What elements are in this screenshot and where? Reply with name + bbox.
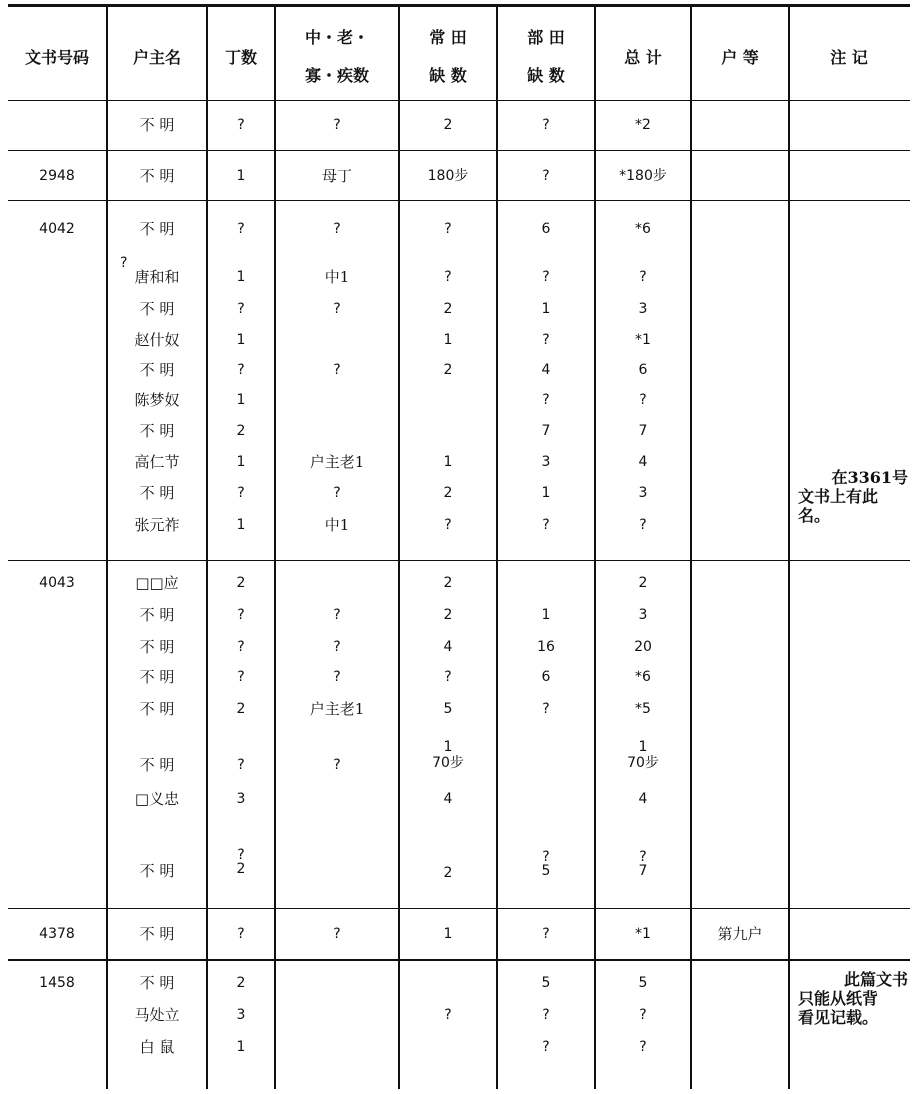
bu-tian-deficit: ? — [542, 926, 550, 942]
header-hudeng: 户 等 — [721, 48, 759, 67]
household-name: 陈梦奴 — [134, 391, 180, 409]
zhonglao-count: ? — [333, 362, 341, 378]
annotation-line: 此篇文书 — [843, 970, 908, 989]
ding-count: 1 — [236, 269, 246, 285]
header-bu-line2: 缺 数 — [527, 66, 565, 85]
total: ? — [639, 269, 647, 285]
chang-tian-deficit: 2 — [443, 607, 453, 623]
chang-tian-deficit: 2 — [443, 575, 453, 591]
annotation-line: 在3361号 — [831, 468, 908, 487]
bu-tian-deficit: 6 — [541, 669, 551, 685]
total: 2 — [638, 575, 648, 591]
bu-tian-deficit: 7 — [541, 423, 551, 439]
ding-count: 1 — [236, 168, 246, 184]
header-name: 户主名 — [132, 48, 181, 67]
total: 7 — [638, 423, 648, 439]
total: 6 — [638, 362, 648, 378]
household-name: 不 明 — [139, 668, 175, 686]
chang-tian-deficit: 2 — [443, 485, 453, 501]
total: *1 — [635, 926, 651, 942]
total: 4 — [638, 791, 648, 807]
annotation-line: 只能从纸背 — [798, 989, 879, 1008]
chang-tian-deficit: 1 — [443, 926, 453, 942]
total: *5 — [635, 701, 651, 717]
section-rule — [8, 200, 910, 201]
section-rule — [8, 150, 910, 151]
zhonglao-count: ? — [333, 757, 341, 773]
doc-number: 4042 — [39, 221, 75, 237]
header-zhonglao-line1: 中・老・ — [304, 28, 369, 47]
bu-tian-deficit: ? — [542, 332, 550, 348]
zhonglao-count: 户主老1 — [309, 700, 365, 718]
ding-count: ? — [237, 221, 245, 237]
ding-count: 1 — [236, 517, 246, 533]
ding-count: 1 — [236, 1039, 246, 1055]
household-name: 不 明 — [139, 361, 175, 379]
total: ? — [639, 1007, 647, 1023]
bu-tian-deficit: 3 — [541, 454, 551, 470]
header-chang-line1: 常 田 — [429, 28, 467, 47]
bu-tian-deficit: ? — [542, 517, 550, 533]
total: *2 — [635, 117, 651, 133]
doc-number: 4043 — [39, 575, 75, 591]
ding-count: ? — [237, 485, 245, 501]
total: 3 — [638, 485, 648, 501]
household-name: 不 明 — [139, 167, 175, 185]
total: *180步 — [619, 168, 667, 184]
bu-tian-deficit: 5 — [541, 975, 551, 991]
chang-tian-deficit: 70步 — [432, 755, 464, 771]
chang-tian-deficit: 2 — [443, 362, 453, 378]
bu-tian-deficit: ? — [542, 1007, 550, 1023]
chang-tian-deficit: ? — [444, 669, 452, 685]
household-name: 不 明 — [139, 606, 175, 624]
chang-tian-deficit-upper: 1 — [443, 739, 453, 755]
header-bu-line1: 部 田 — [527, 28, 565, 47]
bu-tian-deficit: 1 — [541, 607, 551, 623]
total: 4 — [638, 454, 648, 470]
chang-tian-deficit: 2 — [443, 865, 453, 881]
household-name: 不 明 — [139, 756, 175, 774]
zhonglao-count: ? — [333, 301, 341, 317]
chang-tian-deficit: 4 — [443, 791, 453, 807]
total: 70步 — [627, 755, 659, 771]
ding-count: 1 — [236, 332, 246, 348]
bu-tian-deficit: 1 — [541, 301, 551, 317]
annotation-note — [798, 970, 908, 1027]
zhonglao-count: ? — [333, 485, 341, 501]
bu-tian-deficit: 6 — [541, 221, 551, 237]
household-name: 不 明 — [139, 300, 175, 318]
bu-tian-deficit: 5 — [541, 863, 551, 879]
household-grade: 第九户 — [717, 925, 763, 943]
header-total: 总 计 — [624, 48, 662, 67]
total: 20 — [634, 639, 652, 655]
zhonglao-count: 户主老1 — [309, 453, 365, 471]
section-rule — [8, 560, 910, 561]
chang-tian-deficit: 2 — [443, 301, 453, 317]
chang-tian-deficit: 180步 — [427, 168, 469, 184]
ding-count: 2 — [236, 575, 246, 591]
ding-count: 1 — [236, 392, 246, 408]
total: ? — [639, 1039, 647, 1055]
household-name: 张元祚 — [134, 516, 180, 534]
total: *6 — [635, 221, 651, 237]
section-rule — [8, 908, 910, 909]
ding-count: 1 — [236, 454, 246, 470]
ding-count: ? — [237, 117, 245, 133]
zhonglao-count: ? — [333, 669, 341, 685]
chang-tian-deficit: 4 — [443, 639, 453, 655]
col-divider — [788, 7, 790, 1089]
chang-tian-deficit: ? — [444, 1007, 452, 1023]
header-rule — [8, 100, 910, 101]
bu-tian-deficit: ? — [542, 392, 550, 408]
chang-tian-deficit: 1 — [443, 332, 453, 348]
total: 3 — [638, 607, 648, 623]
total: 3 — [638, 301, 648, 317]
chang-tian-deficit: 1 — [443, 454, 453, 470]
chang-tian-deficit: ? — [444, 517, 452, 533]
chang-tian-deficit: ? — [444, 269, 452, 285]
bu-tian-deficit: 4 — [541, 362, 551, 378]
household-name: 不 明 — [139, 484, 175, 502]
ding-count: ? — [237, 639, 245, 655]
household-name: □义忠 — [134, 790, 180, 808]
total: ? — [639, 517, 647, 533]
household-name: 不 明 — [139, 116, 175, 134]
doc-number: 2948 — [39, 168, 75, 184]
zhonglao-count: 中1 — [324, 516, 350, 534]
section-rule — [8, 959, 910, 961]
total-upper: 1 — [638, 739, 648, 755]
annotation-note — [798, 468, 908, 525]
zhonglao-count: ? — [333, 221, 341, 237]
household-name: 赵什奴 — [134, 331, 180, 349]
zhonglao-count: 母丁 — [321, 167, 352, 185]
bu-tian-deficit: ? — [542, 117, 550, 133]
ding-count: 3 — [236, 1007, 246, 1023]
total: *6 — [635, 669, 651, 685]
header-chang-line2: 缺 数 — [429, 66, 467, 85]
name-uncertain-mark: ? — [120, 255, 128, 271]
header-zhonglao-line2: 寡・疾数 — [304, 66, 369, 85]
bu-tian-deficit: ? — [542, 701, 550, 717]
ding-count: ? — [237, 757, 245, 773]
ding-count: ? — [237, 669, 245, 685]
ding-count: ? — [237, 607, 245, 623]
doc-number: 4378 — [39, 926, 75, 942]
bu-tian-deficit: ? — [542, 1039, 550, 1055]
household-name: 白 鼠 — [139, 1038, 175, 1056]
total: 5 — [638, 975, 648, 991]
top-rule — [8, 4, 910, 7]
ding-count: 2 — [236, 423, 246, 439]
household-name: 不 明 — [139, 700, 175, 718]
household-name: 不 明 — [139, 638, 175, 656]
total: 7 — [638, 863, 648, 879]
household-name: 不 明 — [139, 925, 175, 943]
chang-tian-deficit: ? — [444, 221, 452, 237]
doc-number: 1458 — [39, 975, 75, 991]
annotation-line: 看见记载。 — [798, 1008, 879, 1027]
household-register-table — [8, 4, 910, 1090]
total: *1 — [635, 332, 651, 348]
ding-count: 2 — [236, 701, 246, 717]
total: ? — [639, 392, 647, 408]
zhonglao-count: ? — [333, 607, 341, 623]
chang-tian-deficit: 5 — [443, 701, 453, 717]
header-ding: 丁数 — [224, 48, 257, 67]
household-name: 不 明 — [139, 422, 175, 440]
ding-count: ? — [237, 301, 245, 317]
ding-count: 2 — [236, 975, 246, 991]
bu-tian-deficit: ? — [542, 168, 550, 184]
ding-count-upper: ? — [237, 847, 245, 863]
household-name: 马处立 — [134, 1006, 180, 1024]
zhonglao-count: ? — [333, 117, 341, 133]
zhonglao-count: 中1 — [324, 268, 350, 286]
bu-tian-deficit: 16 — [537, 639, 555, 655]
annotation-line: 名。 — [798, 506, 831, 525]
ding-count: ? — [237, 362, 245, 378]
ding-count: 3 — [236, 791, 246, 807]
annotation-line: 文书上有此 — [798, 487, 879, 506]
household-name: 唐和和 — [134, 268, 180, 286]
household-name: □□应 — [135, 574, 179, 592]
household-name: 高仁节 — [134, 453, 180, 471]
zhonglao-count: ? — [333, 926, 341, 942]
chang-tian-deficit: 2 — [443, 117, 453, 133]
household-name: 不 明 — [139, 974, 175, 992]
household-name: 不 明 — [139, 220, 175, 238]
header-zhuji: 注 记 — [830, 48, 868, 67]
header-docno: 文书号码 — [24, 48, 89, 67]
ding-count: ? — [237, 926, 245, 942]
household-name: 不 明 — [139, 862, 175, 880]
ding-count: 2 — [236, 861, 246, 877]
bu-tian-deficit: ? — [542, 269, 550, 285]
zhonglao-count: ? — [333, 639, 341, 655]
bu-tian-deficit-upper: ? — [542, 849, 550, 865]
bu-tian-deficit: 1 — [541, 485, 551, 501]
total-upper: ? — [639, 849, 647, 865]
